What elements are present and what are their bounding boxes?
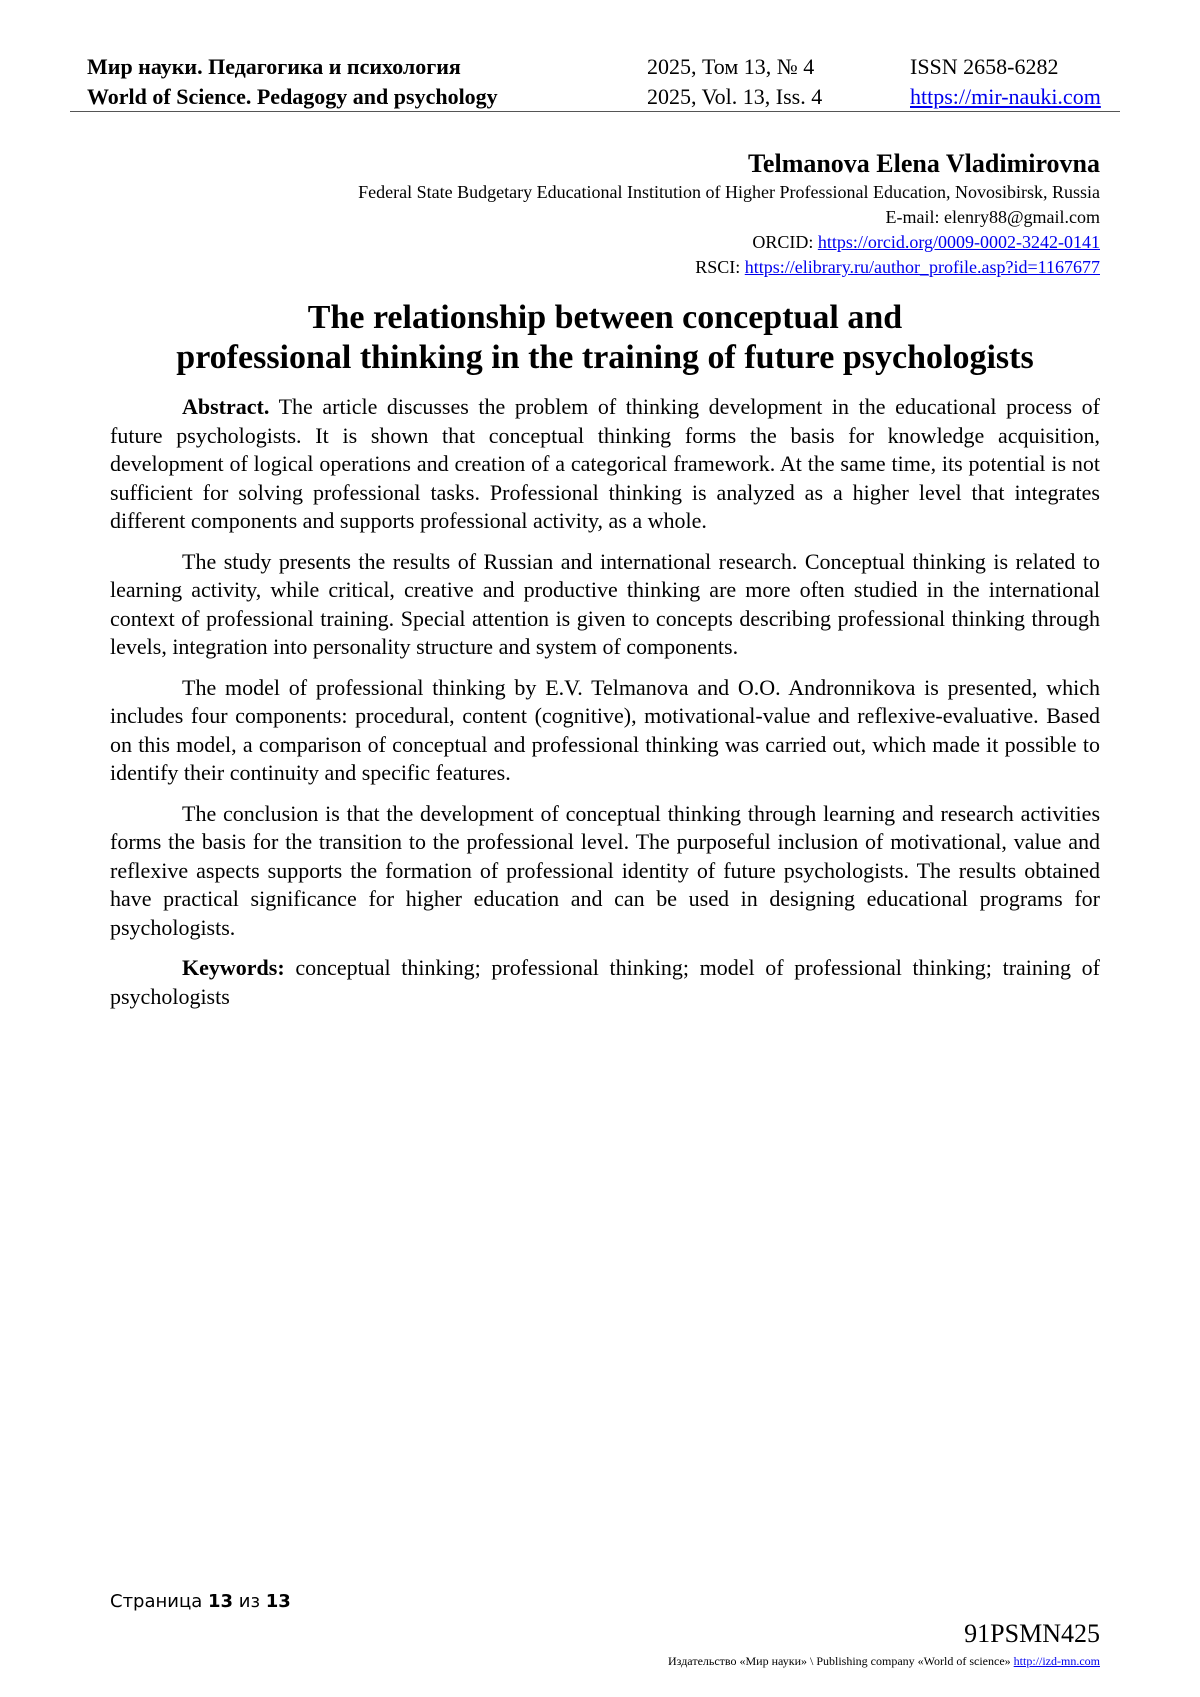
abstract-body [110, 393, 1100, 1023]
rsci-label: RSCI: [695, 257, 745, 277]
publisher-line [668, 1654, 1100, 1669]
publisher-text: Издательство «Мир науки» \ Publishing company «World of science» [668, 1654, 1014, 1668]
page-current: 13 [207, 1591, 234, 1612]
header-row-en [87, 82, 1120, 112]
journal-title-ru: Мир науки. Педагогика и психология [87, 54, 461, 79]
header-divider [70, 111, 1120, 112]
article-title [110, 298, 1100, 378]
orcid-link[interactable]: https://orcid.org/0009-0002-3242-0141 [817, 232, 1100, 252]
keywords-paragraph [110, 954, 1100, 1011]
author-block [200, 148, 1100, 280]
author-name: Telmanova Elena Vladimirovna [747, 149, 1100, 178]
author-rsci [200, 255, 1100, 280]
abstract-paragraph-1 [110, 393, 1100, 536]
abstract-paragraph-2: The study presents the results of Russian and international research. Conceptual thinking is related to learning activity, while critical, creative and productive thinking are more often studied in the international context of professional training. Special attention is given to concepts describing professional thinking through levels, integration into personality structure and system of components. [110, 548, 1100, 659]
issn: ISSN 2658-6282 [910, 54, 1059, 79]
author-affiliation: Federal State Budgetary Educational Institution of Higher Professional Education, Novosibirsk, Russia [358, 182, 1100, 202]
article-title-line-2: professional thinking in the training of future psychologists [176, 339, 1034, 376]
page-number [110, 1591, 291, 1612]
page-total: 13 [265, 1591, 291, 1612]
journal-site-link[interactable]: https://mir-nauki.com [910, 84, 1101, 109]
author-orcid [200, 230, 1100, 255]
article-title-line-1: The relationship between conceptual and [307, 299, 903, 336]
journal-header [87, 52, 1120, 112]
abstract-label: Abstract. [182, 394, 270, 419]
page-prefix: Страница [110, 1591, 208, 1612]
journal-title-en: World of Science. Pedagogy and psychology [87, 84, 498, 109]
volume-ru: 2025, Том 13, № 4 [647, 54, 815, 79]
page-sep: из [233, 1591, 266, 1612]
article-code: 91PSMN425 [964, 1619, 1100, 1648]
header-row-ru [87, 52, 1120, 82]
abstract-text-1: The article discusses the problem of thinking development in the educational process of future psychologists. It is shown that conceptual thinking forms the basis for knowledge acquisition, development of logical operations and creation of a categorical framework. At the same time, its potential is not sufficient for solving professional tasks. Professional thinking is analyzed as a higher level that integrates different components and supports professional activity, as a whole. [110, 394, 1100, 533]
keywords-text: conceptual thinking; professional thinking; model of professional thinking; training of psychologists [110, 955, 1100, 1009]
abstract-paragraph-4: The conclusion is that the development of conceptual thinking through learning and research activities forms the basis for the transition to the professional level. The purposeful inclusion of motivational, value and reflexive aspects supports the formation of professional identity of future psychologists. The results obtained have practical significance for higher education and can be used in designing educational programs for psychologists. [110, 800, 1100, 940]
publisher-link[interactable]: http://izd-mn.com [1013, 1654, 1100, 1668]
author-email: E-mail: elenry88@gmail.com [885, 207, 1100, 227]
volume-en: 2025, Vol. 13, Iss. 4 [647, 84, 823, 109]
rsci-link[interactable]: https://elibrary.ru/author_profile.asp?id=1167677 [744, 257, 1100, 277]
keywords-label: Keywords: [182, 955, 285, 980]
orcid-label: ORCID: [752, 232, 818, 252]
abstract-paragraph-3: The model of professional thinking by E.V. Telmanova and O.O. Andronnikova is presented, which includes four components: procedural, content (cognitive), motivational-value and reflexive-evaluative. Based on this model, a comparison of conceptual and professional thinking was carried out, which made it possible to identify their continuity and specific features. [110, 674, 1100, 785]
